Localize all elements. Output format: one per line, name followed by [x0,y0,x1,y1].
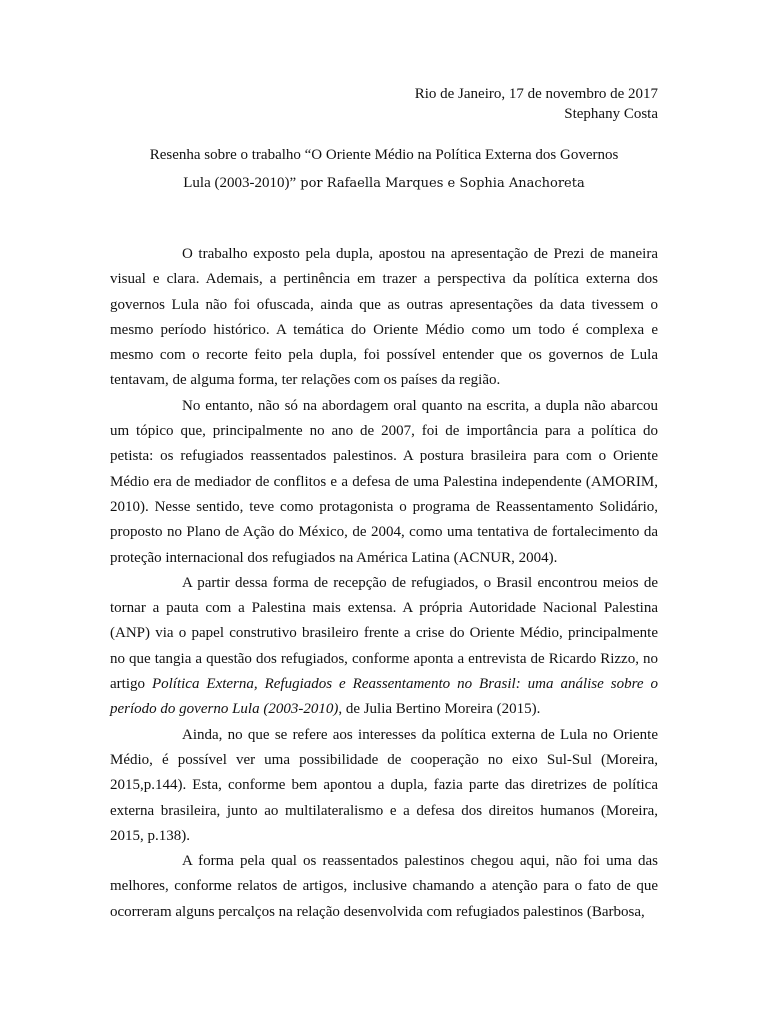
title-byline: por Rafaella Marques e Sophia Anachoreta [296,176,585,191]
paragraph-5: A forma pela qual os reassentados palestinos chegou aqui, não foi uma das melhores, conforme relatos de artigos, inclusive chamando a atenção para o fato de que ocorreram alguns percalços na relação desenvolvida com refugiados palestinos (Barbosa, [110,853,658,920]
paragraph-3-end: , de Julia Bertino Moreira (2015). [338,701,541,718]
title-line-2 [110,169,658,198]
place-date: Rio de Janeiro, 17 de novembro de 2017 [414,86,658,102]
title-line-1: Resenha sobre o trabalho “O Oriente Médio na Política Externa dos Governos [149,147,619,163]
title-line-2-text: Lula (2003-2010)” [183,175,297,191]
document-body [110,242,658,925]
author-name: Stephany Costa [564,106,658,122]
article-title: Política Externa, Refugiados e Reassentamento no Brasil: uma análise sobre o período do governo Lula (2003-2010) [110,676,658,718]
document-header [415,84,658,124]
paragraph-2: No entanto, não só na abordagem oral quanto na escrita, a dupla não abarcou um tópico que, principalmente no ano de 2007, foi de importância para a política do petista: os refugiados reassentados palestinos. A postura brasileira para com o Oriente Médio era de mediador de conflitos e a defesa de uma Palestina independente (AMORIM, 2010). Nesse sentido, teve como protagonista o programa de Reassentamento Solidário, proposto no Plano de Ação do México, de 2004, como uma tentativa de fortalecimento da proteção internacional dos refugiados na América Latina (ACNUR, 2004). [110,397,658,566]
paragraph-3-start: A partir dessa forma de recepção de refugiados, o Brasil encontrou meios de tornar a pauta com a Palestina mais extensa. A própria Autoridade Nacional Palestina (ANP) via o papel construtivo brasileiro frente a crise do Oriente Médio, principalmente no que tangia a questão dos refugiados, conforme aponta a entrevista de Ricardo Rizzo, no artigo [110,574,658,693]
paragraph-1: O trabalho exposto pela dupla, apostou na apresentação de Prezi de maneira visual e clara. Ademais, a pertinência em trazer a perspectiva da política externa dos governos Lula não foi ofuscada, ainda que as outras apresentações da data tivessem o mesmo período histórico. A temática do Oriente Médio como um todo é complexa e mesmo com o recorte feito pela dupla, foi possível entender que os governos de Lula tentavam, de alguma forma, ter relações com os países da região. [110,246,658,389]
paragraph-4: Ainda, no que se refere aos interesses da política externa de Lula no Oriente Médio, é possível ver uma possibilidade de cooperação no eixo Sul-Sul (Moreira, 2015,p.144). Esta, conforme bem apontou a dupla, fazia parte das diretrizes de política externa brasileira, junto ao multilateralismo e a defesa dos direitos humanos (Moreira, 2015, p.138). [110,726,658,844]
review-title [110,141,658,198]
paragraph-3 [110,571,658,723]
